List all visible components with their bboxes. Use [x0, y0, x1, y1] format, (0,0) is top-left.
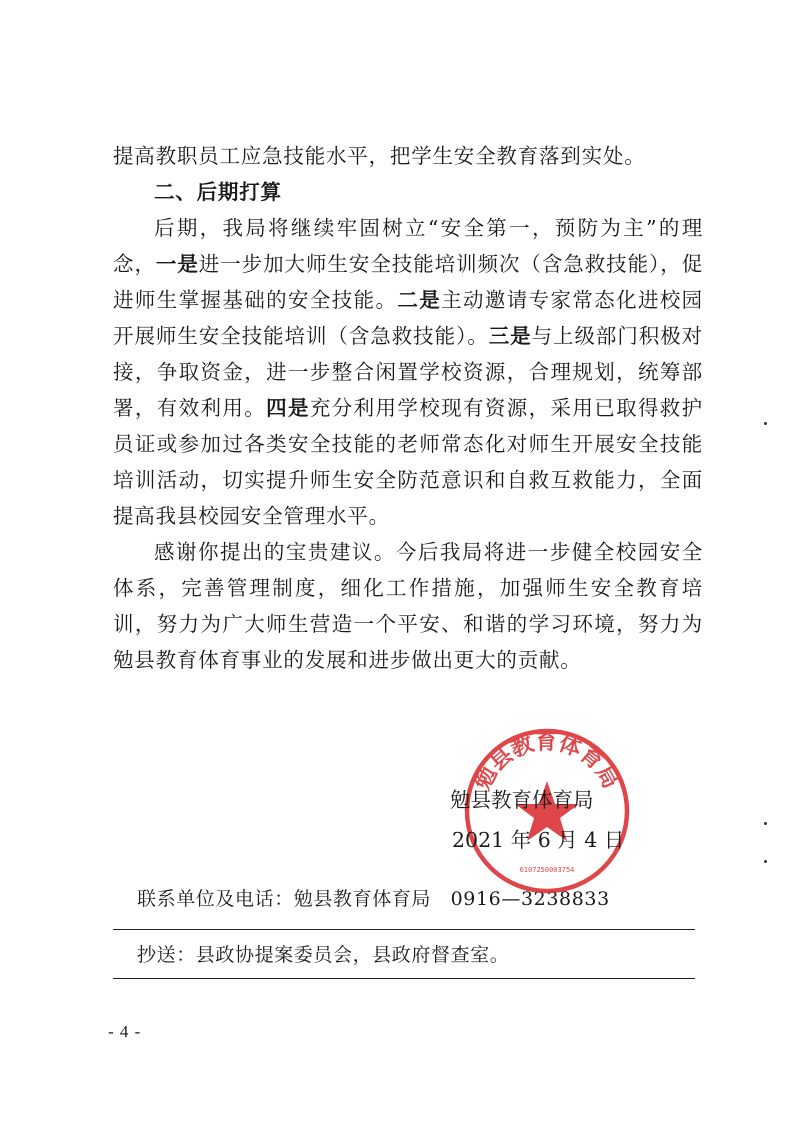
cc-line: 抄送：县政协提案委员会，县政府督查室。 — [137, 944, 510, 966]
first-point-label: 一是 — [155, 252, 199, 276]
signature-block — [450, 780, 650, 860]
third-point-label: 三是 — [488, 324, 532, 348]
paragraph-thanks: 感谢你提出的宝贵建议。今后我局将进一步健全校园安全体系，完善管理制度，细化工作措施，加强师生安全教育培训，努力为广大师生营造一个平安、和谐的学习环境，努力为勉县教育体育事业的发展和进步做出更大的贡献。 — [113, 540, 703, 672]
seal-number: 6107250003754 — [519, 866, 575, 874]
paragraph-continuation: 提高教职员工应急技能水平，把学生安全教育落到实处。 — [113, 144, 646, 168]
scan-speck — [764, 860, 767, 863]
paragraph-plans — [113, 210, 703, 534]
fourth-point-label: 四是 — [266, 396, 310, 420]
seal-arc-text: 勉县教育体育局 — [469, 728, 624, 795]
fourth-point-text: 充分利用学校现有资源，采用已取得救护员证或参加过各类安全技能的老师常态化对师生开展安全技能培训活动，切实提升师生安全防范意识和自救互救能力，全面提高我县校园安全管理水平。 — [113, 396, 703, 528]
signature-date: 2021 年 6 月 4 日 — [452, 828, 625, 852]
scan-speck — [764, 822, 767, 825]
signature-org: 勉县教育体育局 — [450, 788, 594, 812]
divider-bottom — [113, 978, 695, 979]
section-heading: 二、后期打算 — [154, 180, 282, 204]
plans-intro: 后期，我局将继续牢固树立“安全第一，预防为主”的理念， — [113, 216, 703, 276]
body-text — [113, 138, 703, 678]
first-point-text: 进一步加大师生安全技能培训频次（含急救技能），促进师生掌握基础的安全技能。 — [113, 252, 703, 312]
divider-top — [113, 929, 695, 930]
page-number: - 4 - — [108, 1022, 142, 1041]
scan-speck — [764, 422, 767, 425]
third-point-text: 与上级部门积极对接，争取资金，进一步整合闲置学校资源，合理规划，统筹部署，有效利用。 — [113, 324, 703, 420]
second-point-text: 主动邀请专家常态化进校园开展师生安全技能培训（含急救技能）。 — [113, 288, 703, 348]
second-point-label: 二是 — [397, 288, 442, 312]
contact-line: 联系单位及电话：勉县教育体育局 0916—3238833 — [137, 888, 610, 910]
